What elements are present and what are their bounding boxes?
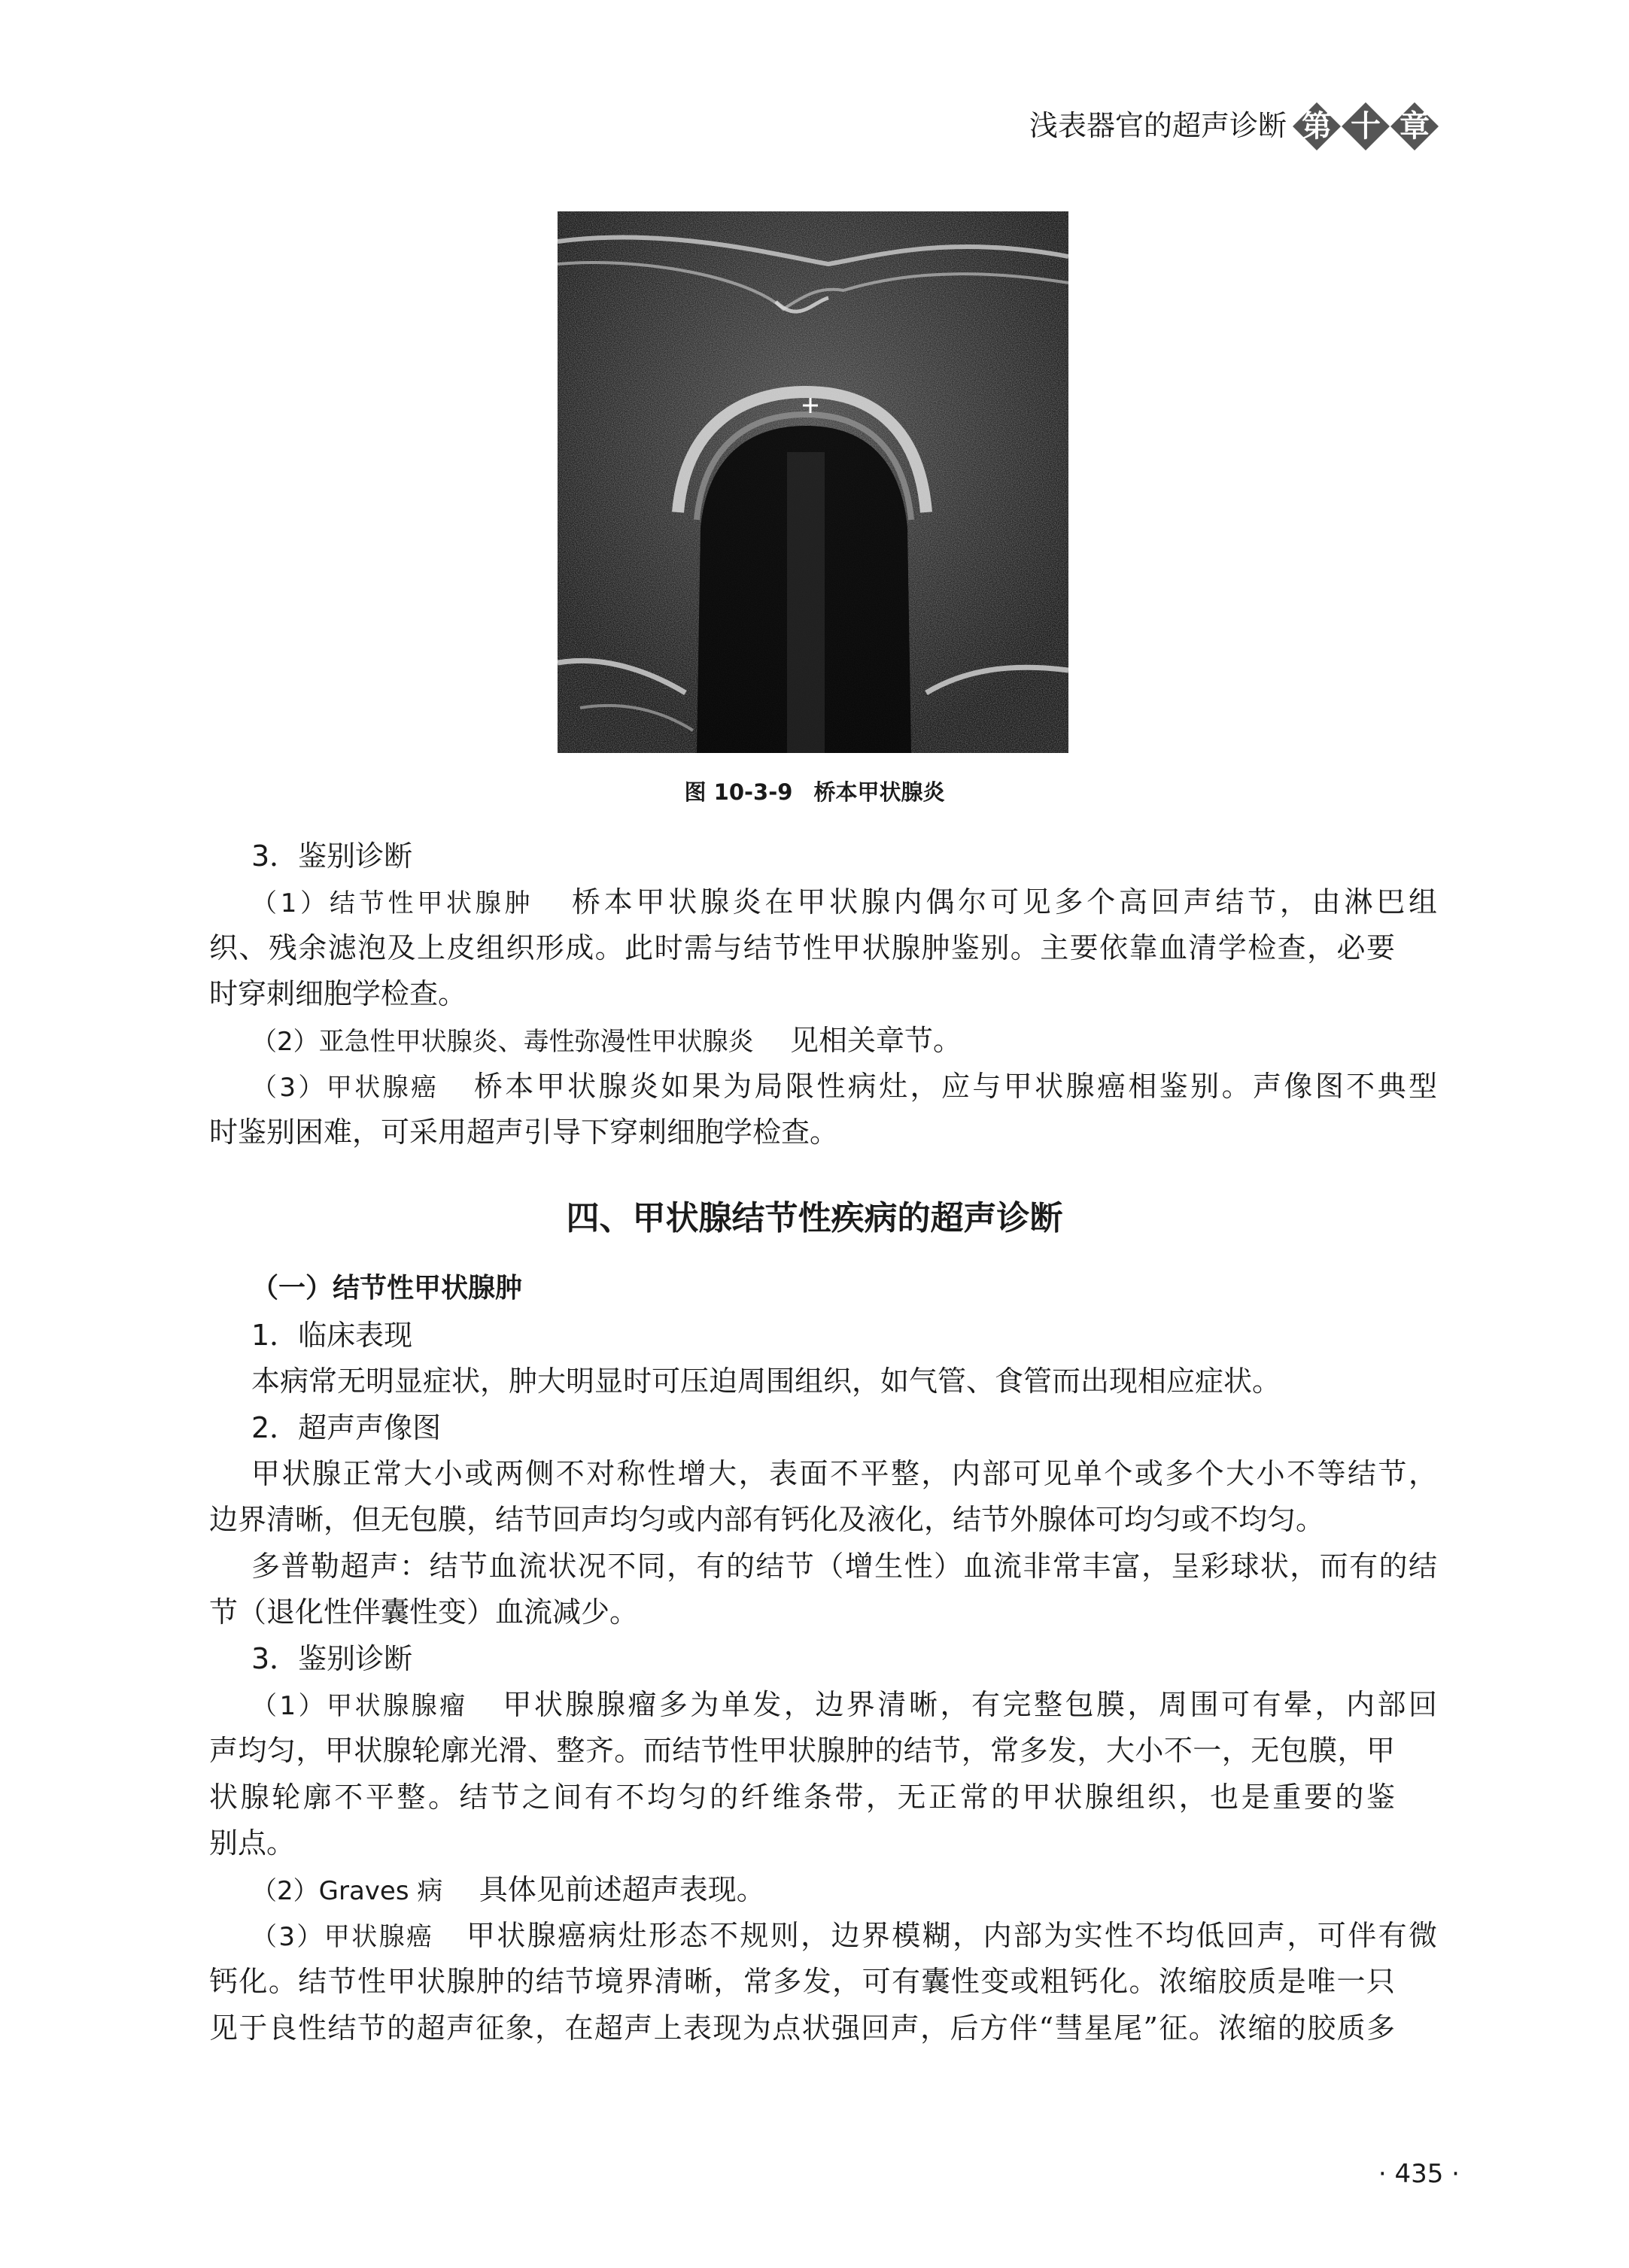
chapter-char: 第 bbox=[1302, 109, 1332, 144]
ultrasound-image bbox=[558, 211, 1068, 753]
page-number: · 435 · bbox=[1378, 2159, 1460, 2189]
chapter-badge-char-3 bbox=[1390, 102, 1439, 151]
figure-caption-text: 桥本甲状腺炎 bbox=[813, 779, 945, 805]
figure-caption bbox=[0, 777, 1629, 807]
section-title: 四、甲状腺结节性疾病的超声诊断 bbox=[566, 1199, 1063, 1237]
paragraph-line: 见于良性结节的超声征象，在超声上表现为点状强回声，后方伴“彗星尾”征。浓缩的胶质多 bbox=[209, 2011, 1395, 2045]
term-label: （2）亚急性甲状腺炎、毒性弥漫性甲状腺炎 bbox=[251, 1027, 754, 1057]
paragraph-heading: 2．超声声像图 bbox=[251, 1411, 442, 1444]
paragraph-line: 时穿刺细胞学检查。 bbox=[209, 977, 467, 1010]
paragraph-line: （3）甲状腺癌 桥本甲状腺炎如果为局限性病灶，应与甲状腺癌相鉴别。声像图不典型 bbox=[251, 1070, 1437, 1103]
paragraph-line: （1）结节性甲状腺肿 桥本甲状腺炎在甲状腺内偶尔可见多个高回声结节，由淋巴组 bbox=[251, 885, 1437, 918]
term-label: （1）甲状腺腺瘤 bbox=[251, 1691, 468, 1721]
running-header-title: 浅表器官的超声诊断 bbox=[1029, 109, 1287, 142]
paragraph-line: 状腺轮廓不平整。结节之间有不均匀的纤维条带，无正常的甲状腺组织，也是重要的鉴 bbox=[209, 1781, 1395, 1814]
paragraph-line: 本病常无明显症状，肿大明显时可压迫周围组织，如气管、食管而出现相应症状。 bbox=[251, 1365, 1281, 1398]
paragraph-line: （1）甲状腺腺瘤 甲状腺腺瘤多为单发，边界清晰，有完整包膜，周围可有晕，内部回 bbox=[251, 1688, 1437, 1721]
paragraph-line: 甲状腺正常大小或两侧不对称性增大，表面不平整，内部可见单个或多个大小不等结节， bbox=[251, 1457, 1437, 1490]
paragraph-line: 织、残余滤泡及上皮组织形成。此时需与结节性甲状腺肿鉴别。主要依靠血清学检查，必要 bbox=[209, 931, 1395, 964]
paragraph-line: 钙化。结节性甲状腺肿的结节境界清晰，常多发，可有囊性变或粗钙化。浓缩胶质是唯一只 bbox=[209, 1965, 1395, 1998]
chapter-badge-char-2 bbox=[1341, 102, 1390, 151]
paragraph-line: （2）Graves 病 具体见前述超声表现。 bbox=[251, 1873, 765, 1906]
paragraph-heading: 1．临床表现 bbox=[251, 1319, 413, 1352]
paragraph-line: 别点。 bbox=[209, 1826, 296, 1860]
term-label: （3）甲状腺癌 bbox=[251, 1073, 439, 1103]
paragraph-line: 边界清晰，但无包膜，结节回声均匀或内部有钙化及液化，结节外腺体可均匀或不均匀。 bbox=[209, 1503, 1325, 1536]
chapter-char: 章 bbox=[1400, 109, 1430, 144]
chapter-char: 十 bbox=[1351, 109, 1381, 144]
paragraph-line: 节（退化性伴囊性变）血流减少。 bbox=[209, 1595, 639, 1629]
paragraph-heading: 3．鉴别诊断 bbox=[251, 839, 413, 873]
paragraph-line: （3）甲状腺癌 甲状腺癌病灶形态不规则，边界模糊，内部为实性不均低回声，可伴有微 bbox=[251, 1919, 1437, 1952]
chapter-badge-char-1 bbox=[1292, 102, 1342, 151]
paragraph-line: 声均匀，甲状腺轮廓光滑、整齐。而结节性甲状腺肿的结节，常多发，大小不一，无包膜，甲 bbox=[209, 1734, 1395, 1767]
paragraph-line: 多普勒超声：结节血流状况不同，有的结节（增生性）血流非常丰富，呈彩球状，而有的结 bbox=[251, 1550, 1437, 1583]
subsection-heading: （一）结节性甲状腺肿 bbox=[251, 1273, 523, 1304]
paragraph-heading: 3．鉴别诊断 bbox=[251, 1642, 413, 1675]
term-label: （3）甲状腺癌 bbox=[251, 1922, 434, 1952]
paragraph-line: 时鉴别困难，可采用超声引导下穿刺细胞学检查。 bbox=[209, 1116, 839, 1149]
figure-label: 图 10-3-9 bbox=[684, 779, 793, 805]
term-label: （1）结节性甲状腺肿 bbox=[251, 888, 534, 918]
term-label: （2）Graves 病 bbox=[251, 1876, 443, 1906]
paragraph-line: （2）亚急性甲状腺炎、毒性弥漫性甲状腺炎 见相关章节。 bbox=[251, 1024, 962, 1057]
